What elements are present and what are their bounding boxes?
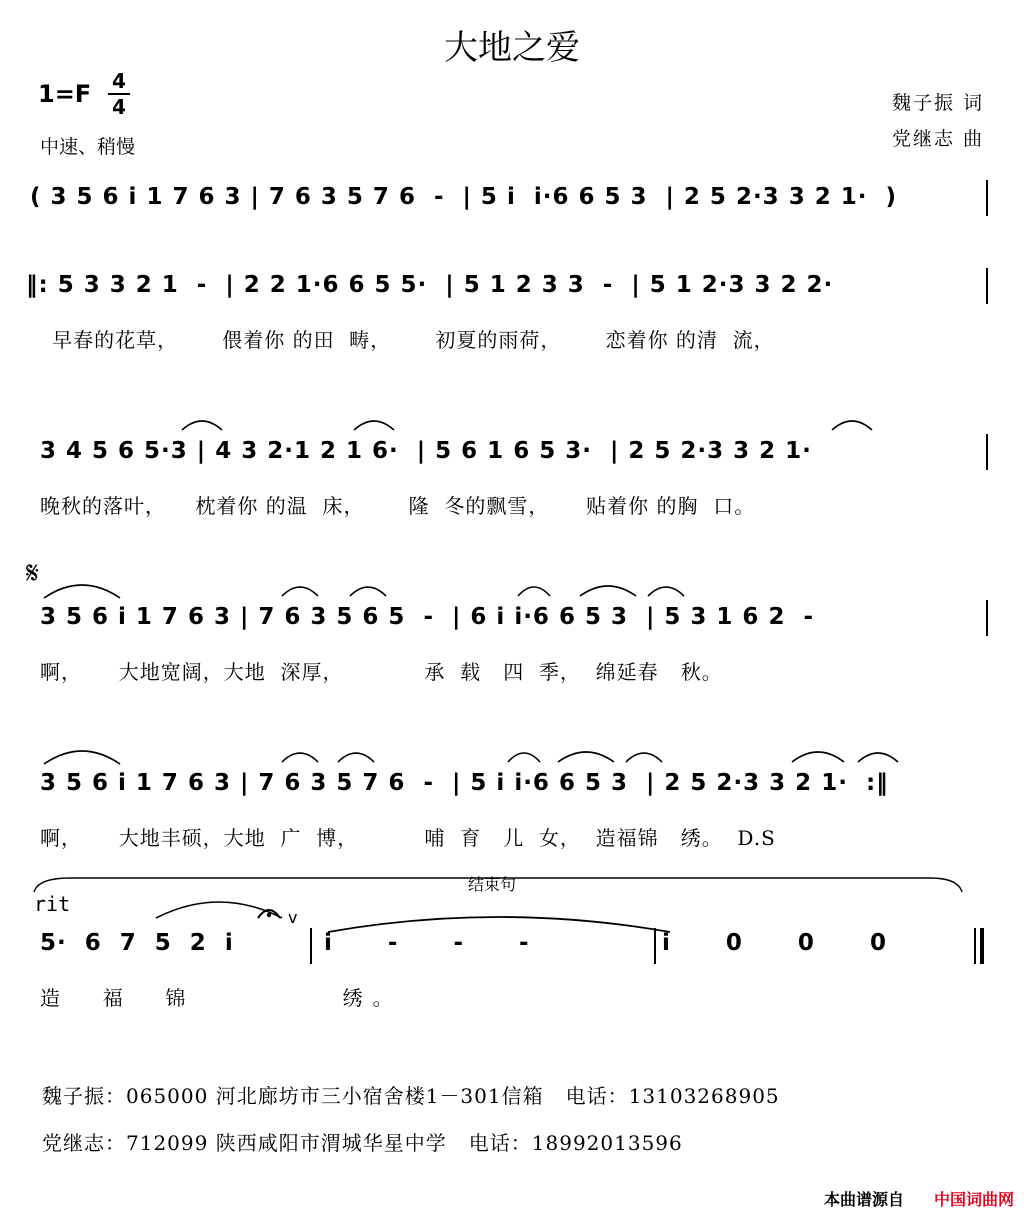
slur <box>280 580 320 598</box>
slur <box>180 414 224 432</box>
barline <box>986 180 988 216</box>
lyrics-row: 造 福 锦 绣。 <box>40 986 403 1010</box>
lyrics-row: 啊， 大地宽阔，大地 深厚， 承 载 四 季， 绵延春 秋。 <box>40 660 723 684</box>
slur <box>556 746 616 764</box>
meter-top: 4 <box>112 69 126 93</box>
composer-credit: 党继志 曲 <box>891 128 984 150</box>
barline <box>986 434 988 470</box>
score-system-coda <box>30 872 994 1012</box>
breath-mark: v <box>288 908 298 927</box>
barline <box>986 600 988 636</box>
notes-row: i - - - <box>324 930 537 956</box>
source-site-link[interactable]: 中国词曲网 <box>933 1190 1014 1209</box>
score-system-4 <box>30 600 994 690</box>
coda-label: 结束句 <box>468 875 517 894</box>
slur <box>646 580 686 598</box>
barline <box>654 928 656 964</box>
slur <box>280 746 320 764</box>
key-signature: 1=F <box>38 80 92 108</box>
song-title: 大地之爱 <box>444 28 580 68</box>
ritardando-marking: rit <box>34 892 71 916</box>
composer-contact: 党继志：712099 陕西咸阳市渭城华星中学 电话：18992013596 <box>42 1131 683 1155</box>
slur <box>624 746 664 764</box>
lyrics-row: 啊， 大地丰硕，大地 广 博， 哺 育 儿 女， 造福锦 绣。 D.S <box>40 826 776 850</box>
notes-row: 3 5 6 i 1 7 6 3 | 7 6 3 5 7 6 - | 5 i i·6 6 5 3 | 2 5 2·3 3 2 1· :‖ <box>40 770 889 796</box>
notes-row: 5· 6 7 5 2 i <box>40 930 234 956</box>
score-system-2 <box>26 268 994 358</box>
notes-row: 3 4 5 6 5·3 | 4 3 2·1 2 1 6· | 5 6 1 6 5 3· | 2 5 2·3 3 2 1· <box>40 438 812 464</box>
barline <box>986 268 988 304</box>
slur <box>830 414 874 432</box>
notes-row: ( 3 5 6 i 1 7 6 3 | 7 6 3 5 7 6 - | 5 i i·6 6 5 3 | 2 5 2·3 3 2 1· ) <box>30 184 897 210</box>
fermata-icon <box>256 902 282 920</box>
tempo-marking: 中速、稍慢 <box>40 136 136 158</box>
slur <box>42 744 122 766</box>
slur <box>790 746 846 764</box>
segno-sign: 𝄋 <box>26 556 39 591</box>
score-system-5 <box>30 766 994 856</box>
slur <box>856 746 900 764</box>
lyrics-row: 晚秋的落叶， 枕着你 的温 床， 隆 冬的飘雪， 贴着你 的胸 口。 <box>40 494 756 518</box>
meter-bottom: 4 <box>112 95 126 119</box>
slur <box>336 746 376 764</box>
final-barline-thin <box>974 928 976 964</box>
score-system-3 <box>30 434 994 524</box>
notes-row: ‖: 5 3 3 2 1 - | 2 2 1·6 6 5 5· | 5 1 2 3 3 - | 5 1 2·3 3 2 2· <box>26 272 834 298</box>
source-label: 本曲谱源自 <box>823 1190 904 1209</box>
slur <box>352 414 396 432</box>
slur <box>578 580 638 598</box>
time-signature <box>108 70 130 118</box>
notes-row: 3 5 6 i 1 7 6 3 | 7 6 3 5 6 5 - | 6 i i·6 6 5 3 | 5 3 1 6 2 - <box>40 604 815 630</box>
slur <box>506 746 542 764</box>
final-barline-thick <box>980 928 984 964</box>
score-system-intro <box>30 180 994 220</box>
slur <box>348 580 388 598</box>
slur <box>42 578 122 600</box>
barline <box>310 928 312 964</box>
lyricist-contact: 魏子振：065000 河北廊坊市三小宿舍楼1－301信箱 电话：13103268905 <box>42 1084 780 1108</box>
slur <box>516 580 552 598</box>
lyricist-credit: 魏子振 词 <box>891 92 984 114</box>
lyrics-row: 早春的花草， 偎着你 的田 畴， 初夏的雨荷， 恋着你 的清 流， <box>30 328 775 352</box>
notes-row: i 0 0 0 <box>662 930 894 956</box>
